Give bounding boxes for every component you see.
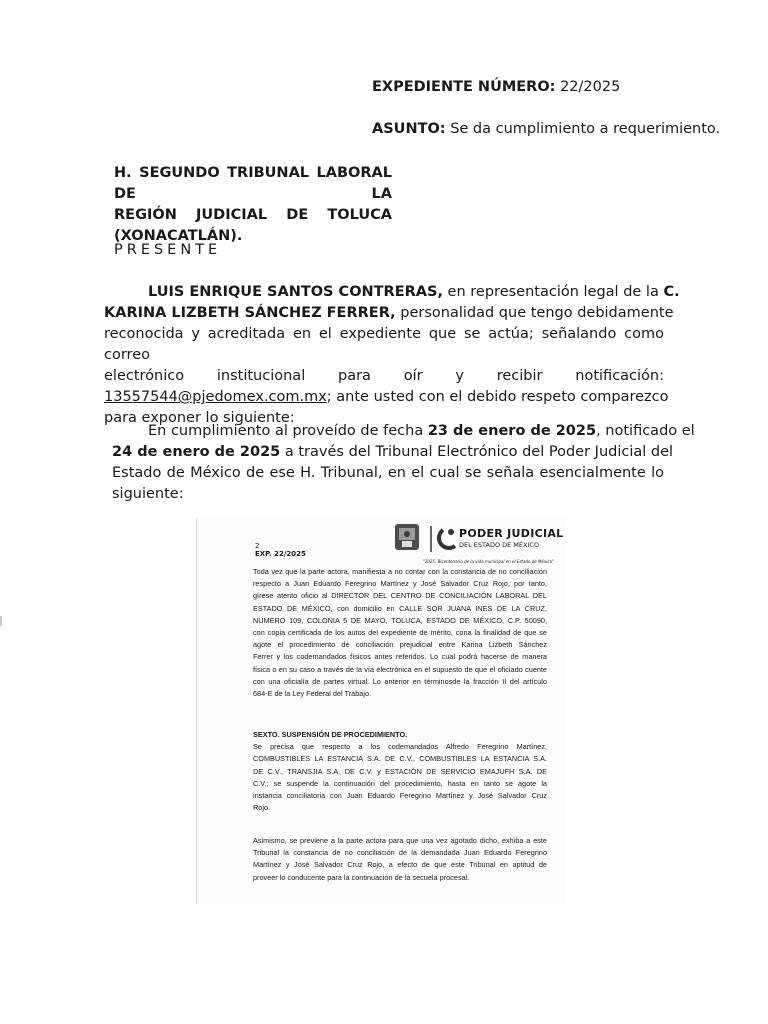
text-run: En cumplimiento al proveído de fecha: [148, 423, 428, 439]
text-run: C.: [663, 284, 680, 300]
scan-text-line: gírese atento oficio al DIRECTOR DEL CENTRO DE CONCILIACIÓN LABORAL DEL: [253, 591, 547, 601]
scan-block-oficio: [253, 566, 547, 700]
text-line: siguiente:: [112, 486, 184, 502]
presente-heading: PRESENTE: [114, 242, 222, 258]
scan-text-line: Tribunal la constancia de no conciliación de la demandada Juan Eduardo Feregrino: [253, 848, 547, 858]
date-notified: 24 de enero de 2025: [112, 444, 281, 460]
addressee-line-1: H. SEGUNDO TRIBUNAL LABORAL DE LA: [114, 165, 392, 202]
scan-text-line: Asimismo, se previene a la parte actora para que una vez agotado dicho, exhiba a este: [253, 836, 547, 845]
scan-text-line: NUMERO 109, COLONIA 5 DE MAYO, TOLUCA, ESTADO DE MÉXICO, C.P. 50090,: [253, 615, 547, 625]
asunto-line: [372, 120, 720, 138]
text-line: Estado de México de ese H. Tribunal, en el cual se señala esencialmente lo: [112, 465, 664, 481]
text-run: personalidad que tengo debidamente: [395, 305, 674, 321]
scan-text-line: Rojo.: [253, 803, 271, 813]
logo-motto: "2025. Bicentenario de la vida municipal en el Estado de México": [423, 559, 554, 564]
scan-block-suspension: [253, 729, 547, 814]
scan-text-line: física o en su caso a través de la vía electrónica en el supuesto de que el oficiado cuente: [253, 664, 547, 674]
logo-subtitle: DEL ESTADO DE MÉXICO: [459, 541, 540, 549]
scan-page-number: 2: [255, 542, 260, 550]
text-line: para exponer lo siguiente:: [104, 410, 295, 426]
scan-text-line: Se precisa que respecto a los codemandados Alfredo Feregrino Martínez,: [253, 742, 547, 752]
scan-text-line: proveer lo conducente para la continuación de la secuela procesal.: [253, 872, 470, 882]
asunto-label: ASUNTO:: [372, 121, 446, 137]
expediente-line: [372, 78, 620, 96]
date-proveido: 23 de enero de 2025: [427, 423, 597, 439]
text-line: reconocida y acreditada en el expediente que se actúa; señalando como correo: [104, 326, 664, 363]
scan-text-line: 684-E de la Ley Federal del Trabajo.: [253, 689, 372, 699]
scan-text-line: Toda vez que la parte actora, manifiesta a no contar con la constancia de no conciliación: [253, 567, 547, 576]
scan-block-body: [253, 741, 547, 814]
addressee-line-3: (XONACATLÁN).: [114, 228, 243, 244]
scan-text-line: COMBUSTIBLES LA ESTANCIA S.A. DE C.V., COMBUSTIBLES LA ESTANCIA S.A.: [253, 754, 547, 764]
scan-text-line: ESTADO DE MÉXICO, con domicilio en CALLE SOR JUANA INES DE LA CRUZ,: [253, 603, 547, 613]
scan-text-line: Ferrer y los codemandados físicos antes referidos. Lo cual podrá hacerse de manera: [253, 652, 547, 662]
scanned-excerpt: [196, 518, 567, 904]
scan-text-line: respecto a Juan Eduardo Feregrino Martínez y José Salvador Cruz Rojo, por tanto,: [253, 579, 547, 589]
scan-edge-mark: [0, 616, 2, 626]
compliance-paragraph: [112, 421, 695, 505]
text-run: a través del Tribunal Electrónico del Poder Judicial del: [280, 444, 674, 460]
text-line: electrónico institucional para oír y recibir notificación:: [104, 368, 664, 384]
scan-text-line: con copia certificada de los autos del expediente de mérito, cona la finalidad de que se: [253, 628, 547, 638]
scan-block-prevencion: [253, 835, 547, 884]
text-run: en representación legal de la: [442, 284, 664, 300]
scan-text-line: instancia conciliatoria con Juan Eduardo Feregrino Martínez y José Salvador Cruz: [253, 791, 547, 801]
scan-text-line: agote el procedimiento de conciliación prejudicial entre Karina Lizbeth Sánchez: [253, 640, 547, 650]
text-run: , notificado el: [596, 423, 695, 439]
representative-name: LUIS ENRIQUE SANTOS CONTRERAS,: [148, 284, 443, 300]
asunto-value: Se da cumplimiento a requerimiento.: [450, 121, 721, 137]
state-seal-icon: [393, 522, 421, 552]
scan-text-line: C.V.; se suspende la continuación del procedimiento, hasta en tanto se agote la: [253, 778, 547, 788]
addressee-line-2: REGIÓN JUDICIAL DE TOLUCA: [114, 207, 392, 223]
client-name: KARINA LIZBETH SÁNCHEZ FERRER,: [104, 305, 396, 321]
margin-stamp: [212, 858, 220, 898]
expediente-number: 22/2025: [560, 79, 621, 95]
scan-expediente: EXP. 22/2025: [255, 550, 306, 558]
appearance-paragraph: [104, 282, 680, 429]
scan-text-line: con una oficialía de partes virtual. Lo anterior en términosde la fracción II del artículo: [253, 676, 547, 686]
expediente-label: EXPEDIENTE NÚMERO:: [372, 79, 556, 95]
scan-text-line: Martínez y José Salvador Cruz Rojo, a efecto de que este Tribunal en aptitud de: [253, 860, 547, 870]
text-run: ; ante usted con el debido respeto comparezco: [326, 389, 669, 405]
logo-title: PODER JUDICIAL: [459, 527, 564, 540]
scan-text-line: DE C.V., TRANSJIA S.A. DE C.V. y ESTACIÓN DE SERVICIO EMAJUFH S.A. DE: [253, 766, 547, 776]
notification-email-link[interactable]: 13557544@pjedomex.com.mx: [104, 389, 327, 405]
addressee-court: [114, 163, 392, 247]
section-heading: SEXTO. SUSPENSIÓN DE PROCEDIMIENTO.: [253, 730, 408, 739]
